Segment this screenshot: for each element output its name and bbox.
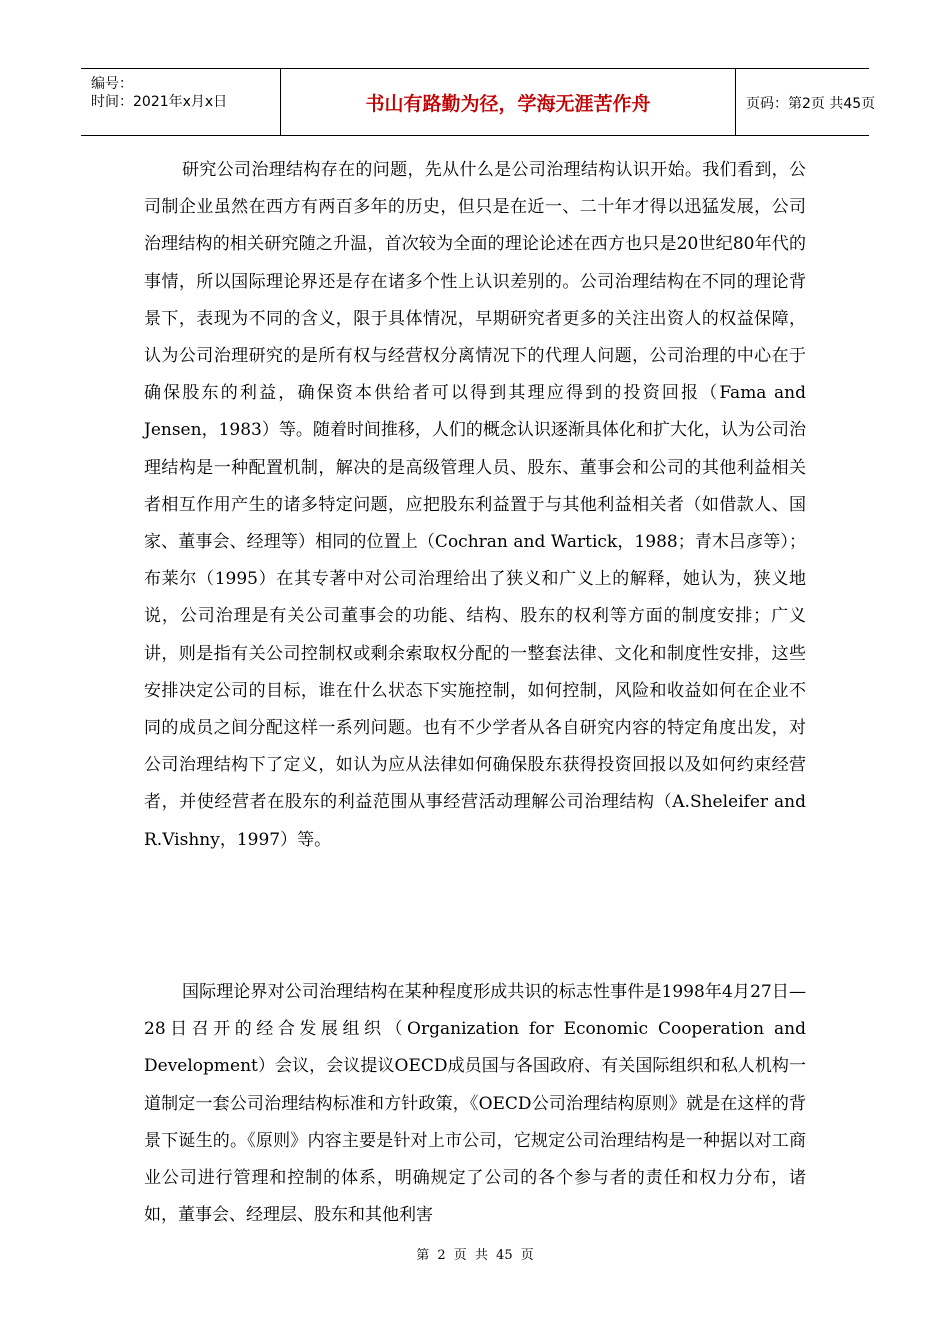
header-motto-cell [281, 69, 736, 135]
body-block-2 [144, 974, 806, 1234]
body-paragraph: 研究公司治理结构存在的问题，先从什么是公司治理结构认识开始。我们看到，公司制企业虽然在西方有两百多年的历史，但只是在近一、二十年才得以迅猛发展，公司治理结构的相关研究随之升温，首次较为全面的理论论述在西方也只是20世纪80年代的事情，所以国际理论界还是存在诸多个性上认识差别的。公司治理结构在不同的理论背景下，表现为不同的含义，限于具体情况，早期研究者更多的关注出资人的权益保障，认为公司治理研究的是所有权与经营权分离情况下的代理人问题，公司治理的中心在于确保股东的利益，确保资本供给者可以得到其理应得到的投资回报（Fama and Jensen，1983）等。随着时间推移，人们的概念认识逐渐具体化和扩大化，认为公司治理结构是一种配置机制，解决的是高级管理人员、股东、董事会和公司的其他利益相关者相互作用产生的诸多特定问题，应把股东利益置于与其他利益相关者（如借款人、国家、董事会、经理等）相同的位置上（Cochran and Wartick，1988；青木吕彦等）；布莱尔（1995）在其专著中对公司治理给出了狭义和广义上的解释，她认为，狭义地说，公司治理是有关公司董事会的功能、结构、股东的权利等方面的制度安排；广义讲，则是指有关公司控制权或剩余索取权分配的一整套法律、文化和制度性安排，这些安排决定公司的目标，谁在什么状态下实施控制，如何控制，风险和收益如何在企业不同的成员之间分配这样一系列问题。也有不少学者从各自研究内容的特定角度出发，对公司治理结构下了定义，如认为应从法律如何确保股东获得投资回报以及如何约束经营者，并使经营者在股东的利益范围从事经营活动理解公司治理结构（A.Sheleifer and R.Vishny，1997）等。 [144, 160, 806, 850]
header-page-info: 页码：第2页 共45页 [746, 96, 876, 112]
body-block-1 [144, 152, 806, 859]
serial-number-label: 编号： [91, 76, 133, 92]
header-page-cell [736, 69, 876, 135]
page-footer: 第 2 页 共 45 页 [416, 1248, 534, 1263]
header-meta-cell [81, 69, 281, 135]
date-line: 时间：2021年x月x日 [91, 94, 228, 110]
header-motto: 书山有路勤为径，学海无涯苦作舟 [365, 93, 651, 115]
document-header [81, 68, 876, 136]
body-paragraph: 国际理论界对公司治理结构在某种程度形成共识的标志性事件是1998年4月27日—28日召开的经合发展组织（Organization for Economic Cooperation and Development）会议，会议提议OECD成员国与各国政府、有关国际组织和私人机构一道制定一套公司治理结构标准和方针政策，《OECD公司治理结构原则》就是在这样的背景下诞生的。《原则》内容主要是针对上市公司，它规定公司治理结构是一种据以对工商业公司进行管理和控制的体系，明确规定了公司的各个参与者的责任和权力分布，诸如，董事会、经理层、股东和其他利害 [144, 982, 806, 1226]
